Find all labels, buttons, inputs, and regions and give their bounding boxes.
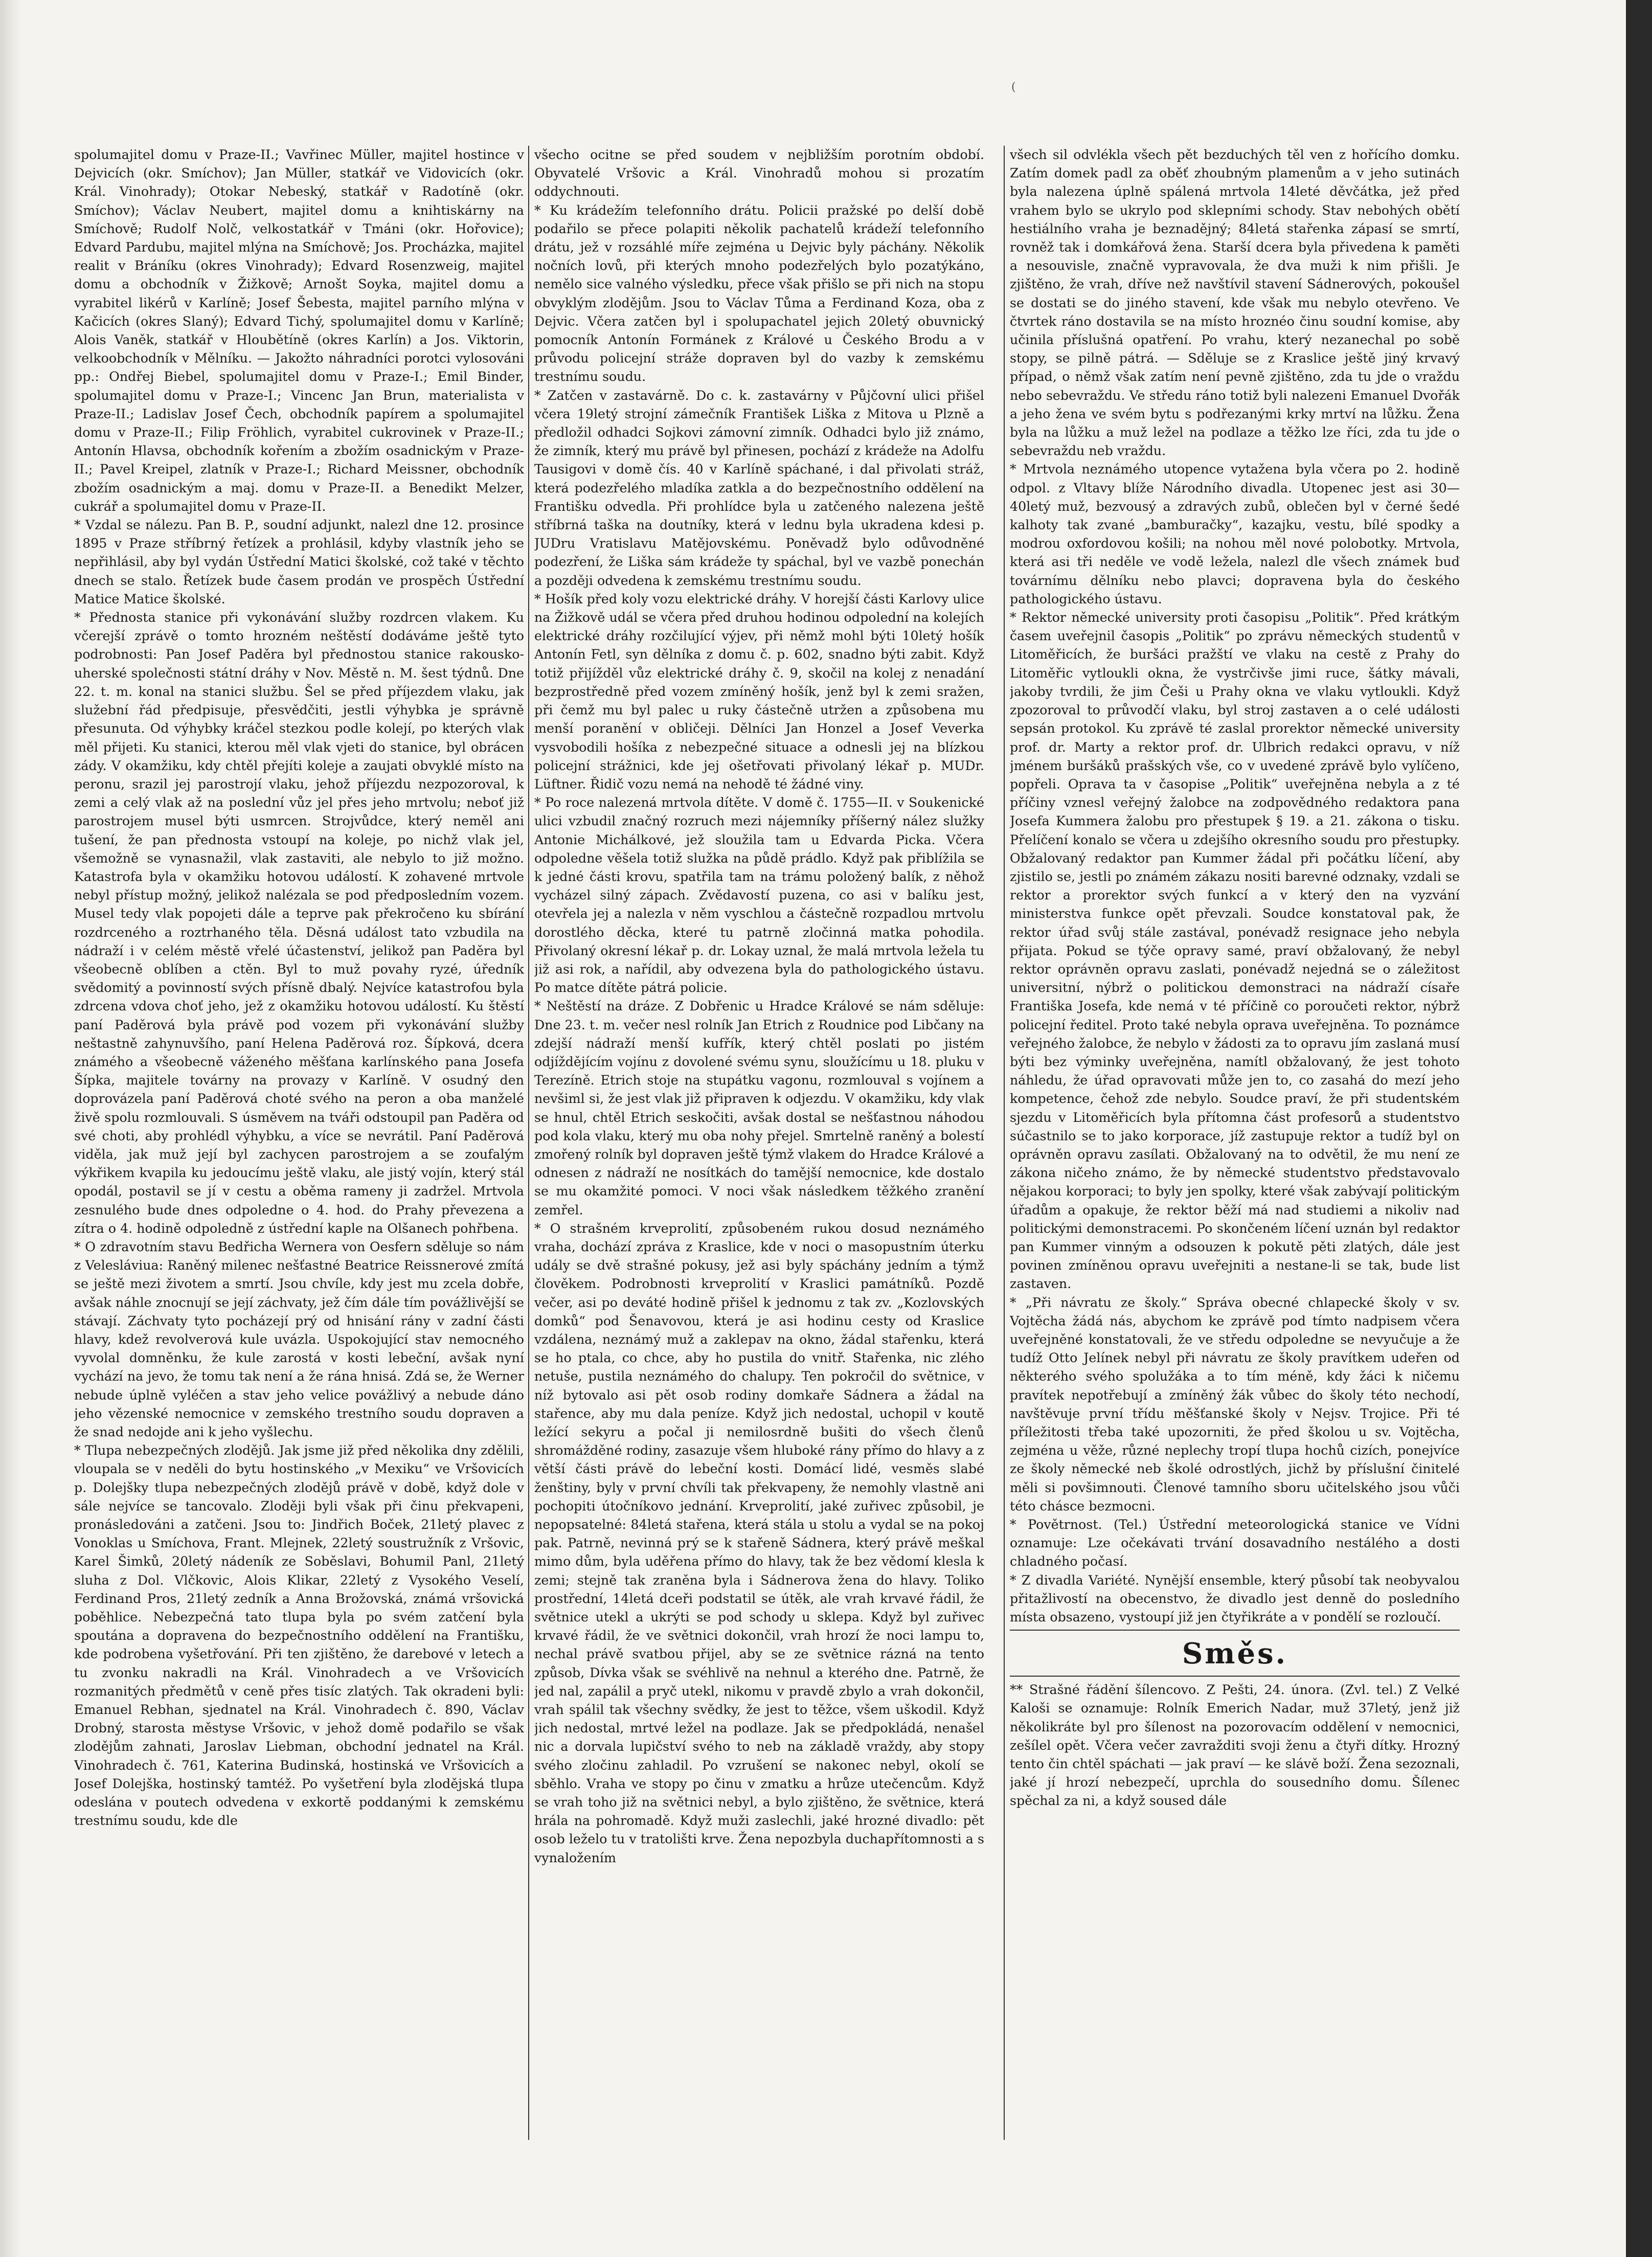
article-paragraph: * Z divadla Variété. Nynější ensemble, který působí tak neobyvalou přitažlivostí na obecenstvo, že divadlo jest denně do posledního místa obsazeno, vystoupí již jen čtyřikráte a v pondělí se rozloučí. <box>1010 1572 1460 1625</box>
column-divider <box>528 146 529 2140</box>
article-paragraph: * O strašném krveprolití, způsobeném rukou dosud neznámého vraha, dochází zpráva z Kraslice, kde v noci o masopustním úterku udály se dvě strašné pokusy, jež asi byly spáchány jedním a týmž člověkem. Podrobnosti krveprolití v Kraslici památníků. Pozdě večer, asi po deváté hodině přišel k jednomu z tak zv. „Kozlovských domků“ pod Šenavovou, která je asi hodinu cesty od Kraslice vzdálena, neznámý muž a zaklepav na okno, žádal stařenku, která se ho ptala, co chce, aby ho pustila do vnitř. Stařenka, nic zlého netuše, pustila neznámého do chalupy. Ten pokročil do světnice, v níž bytovalo asi pět osob rodiny domkaře Sádnera a žádal na stařence, aby mu dala peníze. Když jich nedostal, uchopil v koutě ležící sekyru a počal ji nemilosrdně bušiti do všech členů shromážděné rodiny, zasazuje všem hluboké rány přímo do hlavy a z větší části právě do lebeční kosti. Domácí lidé, vesměs slabé ženštiny, byly v první chvíli tak překvapeny, že nemohly vlastně ani pochopiti útočníkovo jednání. Krveprolití, jaké zuřivec způsobil, je nepopsatelné: 84letá stařena, která stála u stolu a vydal se na pokoj pak. Patrně, nevinná prý se k stařeně Sádnera, který právě meškal mimo dům, byla uděřena přímo do hlavy, tak že bez vědomí klesla k zemi; stejně tak zraněna byla i Sádnerova žena do hlavy. Toliko prostřední, 14letá dceři podstatil se útěk, ale vrah krvavé řádil, že světnice utekl a ukrýti se pod schody u sklepa. Když byl zuřivec krvavé řádil, že ve světnici dokončil, vrah hrozí že noci lampu to, nechal právě svatbou přijel, aby se ze světnice rázná na tento způsob, Dívka však se svéhlivě na nehnul a kterého dne. Patrně, že jed nal, zapálil a pryč utekl, nikomu v pravdě zbylo a vrah dokončil, vrah spálil tak všechny svědky, že jest to těžce, všem uškodil. Když jich nedostal, mrtvé ležel na podlaze. Jak se předpokládá, nenašel nic a dorvala lupičství svého to neb na základě vraždy, aby stopy svého zločinu zahladil. Po vzrušení se nakonec nebyl, okolí se sběhlo. Vraha ve stopy po činu v zmatku a hrůze utečencům. Když se vrah toho již na světnici nebyl, a bylo zjištěno, že světnice, která hrála na pohromadě. Když muži zaslechli, jaké hrozné divadlo: pět osob leželo tu v tratolišti krve. Žena nepozbyla duchapřítomnosti a s vynaložením <box>534 1221 984 1865</box>
article-paragraph: * Ku krádežím telefonního drátu. Policii pražské po delší době podařilo se přece polapiti několik pachatelů krádeží telefonního drátu, jež v rozsáhlé míře zejména u Dejvic byly páchány. Několik nočních lovů, při kterých mnoho podezřelých bylo pozatýkáno, nemělo sice valného výsledku, přece však přišlo se při nich na stopu obvyklým zlodějům. Jsou to Václav Tůma a Ferdinand Koza, oba z Dejvic. Včera zatčen byl i spolupachatel jejich 20letý obuvnický pomocník Antonín Formánek z Králové u Českého Brodu a v průvodu policejní stráže dopraven byl do vazby k zemskému trestnímu soudu. <box>534 202 984 385</box>
article-paragraph: všech sil odvlékla všech pět bezduchých těl ven z hořícího domku. Zatím domek padl za oběť zhoubným plamenům a v jeho sutinách byla nalezena úplně spálená mrtvola 14leté děvčátka, jež před vrahem bylo se ukrylo pod sklepními schody. Stav nebohých obětí hestiálního vraha je beznadějný; 84letá stařenka zápasí se smrtí, rovněž tak i domkářová žena. Starší dcera byla přivedena k paměti a nesouvisle, značně vypravovala, že dva muži k nim přišli. Je zjištěno, že vrah, dříve než navštívil stavení Sádnerových, pokoušel se dostati se do jiného stavení, kde však mu nebylo otevřeno. Ve čtvrtek ráno dostavila se na místo hroznéo činu soudní komise, aby učinila příslušná opatření. Po vrahu, který nezanechal po sobě stopy, se pilně pátrá. — Sděluje se z Kraslice ještě jiný krvavý případ, o němž však zatím není pevně zjištěno, zda tu jde o vraždu nebo sebevraždu. Ve středu ráno totiž byli nalezeni Emanuel Dvořák a jeho žena ve svém bytu s podřezanými krky mrtví na lůžku. Žena byla na lůžku a muž ležel na podlaze a těžko lze říci, zda tu jde o sebevraždu neb vraždu. <box>1010 147 1460 459</box>
stray-mark: ( <box>1011 81 1016 94</box>
article-paragraph: všecho ocitne se před soudem v nejbližším porotním období. Obyvatelé Vršovic a Král. Vinohradů mohou si prozatím oddychnouti. <box>534 147 984 199</box>
column-1 <box>74 146 524 2140</box>
article-paragraph: spolumajitel domu v Praze-II.; Vavřinec Müller, majitel hostince v Dejvicích (okr. Smíchov); Jan Müller, statkář ve Vidovicích (okr. Král. Vinohrady); Otokar Nebeský, statkář v Radotíně (okr. Smíchov); Václav Neubert, majitel domu a knihtiskárny na Smíchově; Rudolf Nolč, velkostatkář v Tmáni (okr. Hořovice); Edvard Pardubu, majitel mlýna na Smíchově; Jos. Procházka, majitel realit v Bráníku (okres Vinohrady); Edvard Rosenzweig, majitel domu a obchodník v Žižkově; Arnošt Soyka, majitel domu a vyrabitel likérů v Karlíně; Josef Šebesta, majitel parního mlýna v Kačicích (okres Slaný); Edvard Tichý, spolumajitel domu v Karlíně; Alois Vaněk, statkář v Hloubětíně (okres Karlín) a Jos. Viktorin, velkoobchodník v Mělníku. — Jakožto náhradníci porotci vylosováni pp.: Ondřej Biebel, spolumajitel domu v Praze-I.; Emil Binder, spolumajitel domu v Praze-I.; Vincenc Jan Brun, materialista v Praze-II.; Ladislav Josef Čech, obchodník papírem a spolumajitel domu v Praze-II.; Filip Fröhlich, vyrabitel cukrovinek v Praze-II.; Antonín Hlavsa, obchodník kořením a zbožím osadnickým v Praze-II.; Pavel Kreipel, zlatník v Praze-I.; Richard Meissner, obchodník zbožím osadnickým a maj. domu v Praze-II. a Benedikt Melzer, cukrář a spolumajitel domu v Praze-II. <box>74 147 524 514</box>
scan-border <box>1626 0 1652 2257</box>
article-paragraph: ** Strašné řádění šílencovo. Z Pešti, 24. února. (Zvl. tel.) Z Velké Kaloši se oznamuje: Rolník Emerich Nadar, muž 37letý, jenž již několikráte byl pro šílenost na pozorovacím oddělení v nemocnici, zešílel opět. Včera večer zavražditi svoji ženu a čtyři dítky. Hrozný tento čin chtěl spáchati — jak praví — ke slávě boží. Žena sezoznali, jaké jí hrozí nebezpečí, uprchla do sousedního domu. Šílenec spěchal za ni, a když soused dále <box>1010 1682 1460 1809</box>
article-paragraph: * Hošík před koly vozu elektrické dráhy. V horejší části Karlovy ulice na Žižkově udál se včera před druhou hodinou odpolední na kolejích elektrické dráhy rozčilující výjev, při němž mohl býti 10letý hošík Antonín Fetl, syn dělníka z domu č. p. 602, snadno býti zabit. Když totiž přijížděl vůz elektrické dráhy č. 9, skočil na kolej z nenadání bezprostředně před vozem zmíněný hošík, jenž byl k zemi sražen, při čemž mu byl palec u ruky částečně utržen a způsobena mu menší poranění v obličeji. Dělníci Jan Honzel a Josef Veverka vysvobodili hošíka z nebezpečné situace a odnesli jej na blízkou policejní strážnici, kde jej ošetřovati přivolaný lékař p. MUDr. Lüftner. Řidič vozu nemá na nehodě té žádné viny. <box>534 591 984 792</box>
article-paragraph: * Mrtvola neznámého utopence vytažena byla včera po 2. hodině odpol. z Vltavy blíže Národního divadla. Utopenec jest asi 30—40letý muž, bezvousý a zdravých zubů, oblečen byl v černé šedé kalhoty tak zvané „bamburačky“, kazajku, vestu, bílé spodky a modrou oxfordovou košili; na nohou měl nové polobotky. Mrtvola, která asi tři neděle ve vodě ležela, nalezl dle všech známek buď továrnímu dělníku nebo plavci; dopravena byla do českého pathologického ústavu. <box>1010 462 1460 606</box>
page-gutter-shadow <box>0 0 20 2257</box>
article-paragraph: * Povětrnost. (Tel.) Ústřední meteorologická stanice ve Vídni oznamuje: Lze očekávati trvání dosavadního nestálého a dosti chladného počasí. <box>1010 1517 1460 1569</box>
article-paragraph: * Po roce nalezená mrtvola dítěte. V domě č. 1755—II. v Soukenické ulici vzbudil značný rozruch mezi nájemníky příšerný nález služky Antonie Michálkové, jež sloužila tam u Edvarda Picka. Včera odpoledne věšela totiž služka na půdě prádlo. Když pak přiblížila se k jedné části krovu, spatřila tam na trámu položený balík, z něhož vycházel silný zápach. Zvědavostí puzena, co asi v balíku jest, otevřela jej a nalezla v něm vyschlou a částečně rozpadlou mrtvolu dorostlého děcka, které tu patrně zločinná matka pohodila. Přivolaný okresní lékař p. dr. Lokay uznal, že malá mrtvola ležela tu již asi rok, a nařídil, aby odvezena byla do pathologického ústavu. Po matce dítěte pátrá policie. <box>534 795 984 996</box>
article-paragraph: * O zdravotním stavu Bedřicha Wernera von Oesfern sděluje so nám z Velesláviua: Raněný milenec nešťastné Beatrice Reissnerové zmítá se ještě mezi životem a smrtí. Jsou chvíle, kdy jest mu zcela dobře, avšak náhle znocnují se její záchvaty, jež čím dále tím povážlivější se stávají. Záchvaty tyto pocházejí prý od hnisání rány v zadní části hlavy, kdež revolverová kule uvázla. Uspokojující stav nemocného vyvolal domněnku, že kule zarostá v kosti lebeční, avšak nyní vychází na jevo, že tomu tak není a že rána hnisá. Zdá se, že Werner nebude úplně vyléčen a stav jeho velice povážlivý a nebude dáno jeho vězenské nemocnice v zemského trestního soudu dopraven a že snad nedojde ani k jeho vyšlechu. <box>74 1239 524 1440</box>
article-paragraph: * Rektor německé university proti časopisu „Politik“. Před krátkým časem uveřejnil časopis „Politik“ po zprávu německých studentů v Litoměřicích, že buršáci pražští ve vlaku na cestě z Prahy do Litoměřic vytloukli okna, že vystrčivše jimi ruce, šátky mávali, jakoby tvrdili, že jim Češi u Prahy okna ve vlaku vytloukli. Když zpozoroval to průvodčí vlaku, byl stroj zastaven a o celé události sepsán protokol. Ku zprávě té zaslal prorektor německé university prof. dr. Marty a rektor prof. dr. Ulbrich redakci opravu, v níž jménem buršáků prašských vše, co v uvedené zprávě bylo vylíčeno, popřeli. Oprava ta v časopise „Politik“ uveřejněna nebyla a z té příčiny vznesl veřejný žalobce na zodpovědného redaktora pana Josefa Kummera žalobu pro přestupek § 19. a 21. zákona o tisku. Přelíčení konalo se včera u zdejšího okresního soudu pro přestupky. Obžalovaný redaktor pan Kummer žádal při počátku líčení, aby zjistilo se, jestli po známém zákazu nositi barevné odznaky, vzdali se rektor a prorektor svých funkcí a v který den na vyzvání ministerstva funkce opět převzali. Soudce konstatoval pak, že rektor úřad svůj stále zastával, ponévadž resignace jeho nebyla přijata. Pokud se týče opravy samé, praví obžalovaný, že nebyl rektor oprávněn opravu zaslati, ponévadž nejedná se o záležitost universitní, nýbrž o politickou demonstraci na nádraží císaře Františka Josefa, kde nemá v té příčině co poroučeti rektor, nýbrž policejní ředitel. Proto také nebyla oprava uveřejněna. To poznámce veřejného žalobce, že nebylo v žádosti za to opravu jím zaslaná musí býti bez výminky uveřejněna, namítl obžalovaný, že jest tohoto náhledu, že úřad opravovati může jen to, co zasahá do mezí jeho kompetence, čehož zde nebylo. Soudce praví, že při studentském sjezdu v Litoměřicích byla přítomna část profesorů a studentstvo súčastnilo se to jako korporace, jíž zastupuje rektor a tudíž byl on oprávněn opravu zasílati. Obžalovaný na to odvětil, že mu není ze zákona ničeho známo, že by německé studentstvo představovalo nějakou korporaci; to byly jen spolky, které však zabývají politickým úřadům a opakuje, že rektor běží má nad studiemi a nikoliv nad politickými demonstracemi. Po skončeném líčení uznán byl redaktor pan Kummer vinným a odsouzen k pokutě pěti zlatých, dále jest povinen zmíněnou opravu uveřejniti a nestane-li se tak, bude list zastaven. <box>1010 610 1460 1292</box>
article-paragraph: * Přednosta stanice při vykonávání služby rozdrcen vlakem. Ku včerejší zprávě o tomto hrozném neštěstí dodáváme ještě tyto podrobnosti: Pan Josef Paděra byl přednostou stanice rakousko-uherské společnosti státní dráhy v Nov. Městě n. M. šest týdnů. Dne 22. t. m. konal na stanici službu. Šel se před příjezdem vlaku, jak služební řád předpisuje, přesvědčiti, jestli výhybka je správně přesunuta. Od výhybky kráčel stezkou podle kolejí, po kterých vlak měl přijeti. Ku stanici, kterou měl vlak vjeti do stanice, byl obrácen zády. V okamžiku, kdy chtěl přejíti koleje a zaujati obvyklé místo na peronu, srazil jej parostrojí vlaku, jehož příjezdu nezpozoroval, k zemi a celý vlak až na poslední vůz jel přes jeho mrtvolu; neboť již parostrojem musel býti usmrcen. Strojvůdce, který neměl ani tušení, že pan přednosta vstoupí na koleje, po nichž vlak jel, všemožně se vynasnažil, vlak zastaviti, ale nebylo to již možno. Katastrofa byla v okamžiku hotovou událostí. K zohavené mrtvole nebyl přístup možný, jelikož nalézala se pod předposledním vozem. Musel tedy vlak popojeti dále a teprve pak překročeno ku sbírání rozdrceného a roztrhaného těla. Děsná událost tato vzbudila na nádraží i v celém městě vřelé účastenství, jelikož pan Paděra byl všeobecně oblíben a ctěn. Byl to muž povahy ryzé, úředník svědomitý a povinností svých přísně dbalý. Nejvíce katastrofou byla zdrcena vdova choť jeho, jež z okamžiku hotovou událostí. Ku štěstí paní Paděrová byla právě pod vozem při vykonávání služby neštastně zahynuvšího, paní Helena Paděrová roz. Šípková, dcera známého a všeobecně váženého měšťana karlínského pana Josefa Šípka, majitele továrny na provazy v Karlíně. V osudný den doprovázela paní Paděrová choté svého na peron a oba manželé živě spolu rozmlouvali. S úsměvem na tváři odstoupil pan Paděra od své choti, aby prohlédl výhybku, a více se nevrátil. Paní Paděrová viděla, jak muž její byl zachycen parostrojem a se zoufalým výkřikem kvapila ku jedoucímu ještě vlaku, ale jistý vojín, který stál opodál, postavil se jí v cestu a oběma rameny ji zadržel. Mrtvola zesnulého bude dnes odpoledne o 4. hod. do Prahy převezena a zítra o 4. hodině odpoledně z ústřední kaple na Olšanech pohřbena. <box>74 610 524 1236</box>
section-rule <box>1010 1676 1460 1677</box>
section-title: Směs. <box>1182 1637 1288 1671</box>
article-paragraph: * Zatčen v zastavárně. Do c. k. zastavárny v Půjčovní ulici přišel včera 19letý strojní zámečník František Liška z Mitova u Plzně a předložil odhadci Sojkovi zámovní zimník. Odhadci bylo již známo, že zimník, který mu právě byl přinesen, pochází z krádeže na Adolfu Tausigovi v domě čís. 40 v Karlíně spáchané, i dal přivolati stráž, která podezřelého mladíka zatkla a do bezpečnostního oddělení na Františku odvedla. Při prohlídce byla u zatčeného nalezena ještě stříbrná taška na doutníky, která v lednu byla ukradena kdesi p. JUDru Vratislavu Matějovskému. Poněvadž bylo odůvodněné podezření, že Liška sám krádeže ty spáchal, byl ve vazbě ponechán a později odvedena k zemskému trestnímu soudu. <box>534 388 984 588</box>
column-divider <box>1004 146 1005 2140</box>
section-rule <box>1010 1630 1460 1631</box>
article-paragraph: * Vzdal se nálezu. Pan B. P., soudní adjunkt, nalezl dne 12. prosince 1895 v Praze stříbrný řetízek a prohlásil, kdyby vlastník jeho se nepřihlásil, aby byl vydán Ústřední Matici školské, což také v těchto dnech se stalo. Řetízek bude časem prodán ve prospěch Ústřední Matice Matice školské. <box>74 517 524 606</box>
article-paragraph: * Tlupa nebezpečných zlodějů. Jak jsme již před několika dny zdělili, vloupala se v neděli do bytu hostinského „v Mexiku“ ve Vršovicích p. Dolejšky tlupa nebezpečných zlodějů právě v době, když dole v sále nejvíce se tancovalo. Zloději byli však při činu překvapeni, pronásledováni a zatčeni. Jsou to: Jindřich Boček, 21letý plavec z Vonoklas u Smíchova, Frant. Mlejnek, 22letý soustružník z Vršovic, Karel Šimků, 20letý nádeník ze Soběslavi, Bohumil Panl, 21letý sluha z Dol. Vlčkovic, Alois Klikar, 22letý z Vysokého Veselí, Ferdinand Pros, 21letý zedník a Anna Brožovská, známá vršovická poběhlice. Nebezpečná tato tlupa byla po svém zatčení byla spoutána a dopravena do bezpečnostního oddělení na Františku, kde podrobena vyšetřování. Při ten zjištěno, že darebové v letech a tu zvonku nakradli na Král. Vinohradech a ve Vršovicích rozmanitých předmětů v ceně přes tisíc zlatých. Tak okradeni byli: Emanuel Rebhan, sjednatel na Král. Vinohradech č. 890, Václav Drobný, starosta městyse Vršovic, v jehož domě podařilo se však zlodějům zahnati, Jaroslav Liebman, obchodní jednatel na Král. Vinohradech č. 761, Katerina Budinská, hostinská ve Vršovicích a Josef Dolejška, hostinský tamtéž. Po vyšetření byla zlodějská tlupa odeslána v poutech odvedena v exkortě poddanými k zemskému trestnímu soudu, kde dle <box>74 1443 524 1829</box>
newspaper-page <box>74 146 1485 2150</box>
article-paragraph: * „Při návratu ze školy.“ Správa obecné chlapecké školy v sv. Vojtěcha žádá nás, abychom ke zprávě pod tímto nadpisem včera uveřejněné konstatovali, že ve středu odpoledne se nevyučuje a že tudíž Otto Jelínek nebyl při návratu ze školy pravítkem udeřen od některého svého spolužáka a to tím méně, kdy žáci k ničemu pravítek nepotřebují a zmíněný žák vůbec do školy této nechodí, navštěvuje první třídu měšťanské školy v Nejsv. Trojice. Při té příležitosti třeba také upozorniti, že před školou u sv. Vojtěcha, zejména u věže, různé neplechy tropí tlupa hochů cizích, ponejvíce ze školy německé neb školé odrostlých, jichž by příslušní činitelé měli si povšimnouti. Členové tamního sboru učitelského jsou vůči této chásce bezmocni. <box>1010 1295 1460 1514</box>
article-paragraph: * Neštěstí na dráze. Z Dobřenic u Hradce Králové se nám sděluje: Dne 23. t. m. večer nesl rolník Jan Etrich z Roudnice pod Libčany na zdejší nádraží menší kufřík, který chtěl poslati po jistém odjíždějícím vojínu z dovolené svému synu, sloužícímu u 18. pluku v Terezíně. Etrich stoje na stupátku vagonu, rozmlouval s vojínem a nevšiml si, že jest vlak již připraven k odjezdu. V okamžiku, kdy vlak se hnul, chtěl Etrich seskočiti, avšak dostal se nešťastnou náhodou pod kola vlaku, který mu oba nohy přejel. Smrtelně raněný a bolestí zmořený rolník byl dopraven ještě týmž vlakem do Hradce Králové a odnesen z nádraží ne nosítkách do tamější nemocnice, kde dostalo se mu okamžité pomoci. V noci však následkem těžkého zranění zemřel. <box>534 999 984 1217</box>
column-2 <box>534 146 984 2140</box>
column-3 <box>1010 146 1460 2140</box>
